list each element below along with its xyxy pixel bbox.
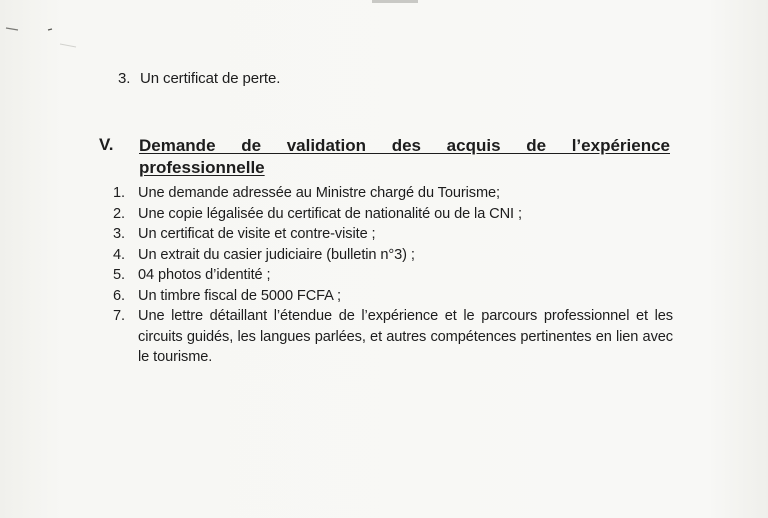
list-item — [113, 224, 673, 245]
list-item-number: 3. — [118, 70, 131, 87]
section-title-line-1: Demande de validation des acquis de l’expérience — [139, 136, 670, 155]
list-item-text: Un certificat de visite et contre-visite ; — [138, 226, 376, 242]
list-item-text: Une lettre détaillant l’étendue de l’expérience et le parcours professionnel et les circuits guidés, les langues parlées, et autres compétences pertinentes en lien avec le tourisme. — [138, 308, 673, 365]
list-item — [113, 265, 673, 286]
list-item — [113, 183, 673, 204]
section-number: V. — [99, 135, 114, 154]
list-item — [113, 306, 673, 368]
list-item — [113, 286, 673, 307]
list-item-number: 6. — [113, 287, 125, 304]
list-item-number: 1. — [113, 185, 125, 201]
list-item-number: 7. — [113, 308, 125, 324]
scan-edge-mark — [372, 0, 418, 3]
list-item-text: Un timbre fiscal de 5000 FCFA ; — [138, 287, 341, 304]
list-item-text: Une copie légalisée du certificat de nationalité ou de la CNI ; — [138, 205, 522, 222]
list-item-number: 3. — [113, 226, 125, 242]
list-item-number: 5. — [113, 267, 125, 283]
list-item — [113, 204, 673, 225]
list-item-number: 4. — [113, 246, 125, 263]
list-item-text: 04 photos d’identité ; — [138, 267, 271, 283]
list-item-text: Un certificat de perte. — [140, 70, 281, 87]
list-item — [113, 245, 673, 266]
list-item-text: Un extrait du casier judiciaire (bulletin n°3) ; — [138, 246, 415, 263]
requirements-list — [113, 183, 673, 368]
previous-list-item — [118, 70, 280, 87]
section-title-line-2: professionnelle — [139, 158, 265, 177]
list-item-number: 2. — [113, 205, 125, 222]
scan-artifact-marks — [4, 20, 84, 54]
list-item-text: Une demande adressée au Ministre chargé du Tourisme; — [138, 185, 501, 201]
